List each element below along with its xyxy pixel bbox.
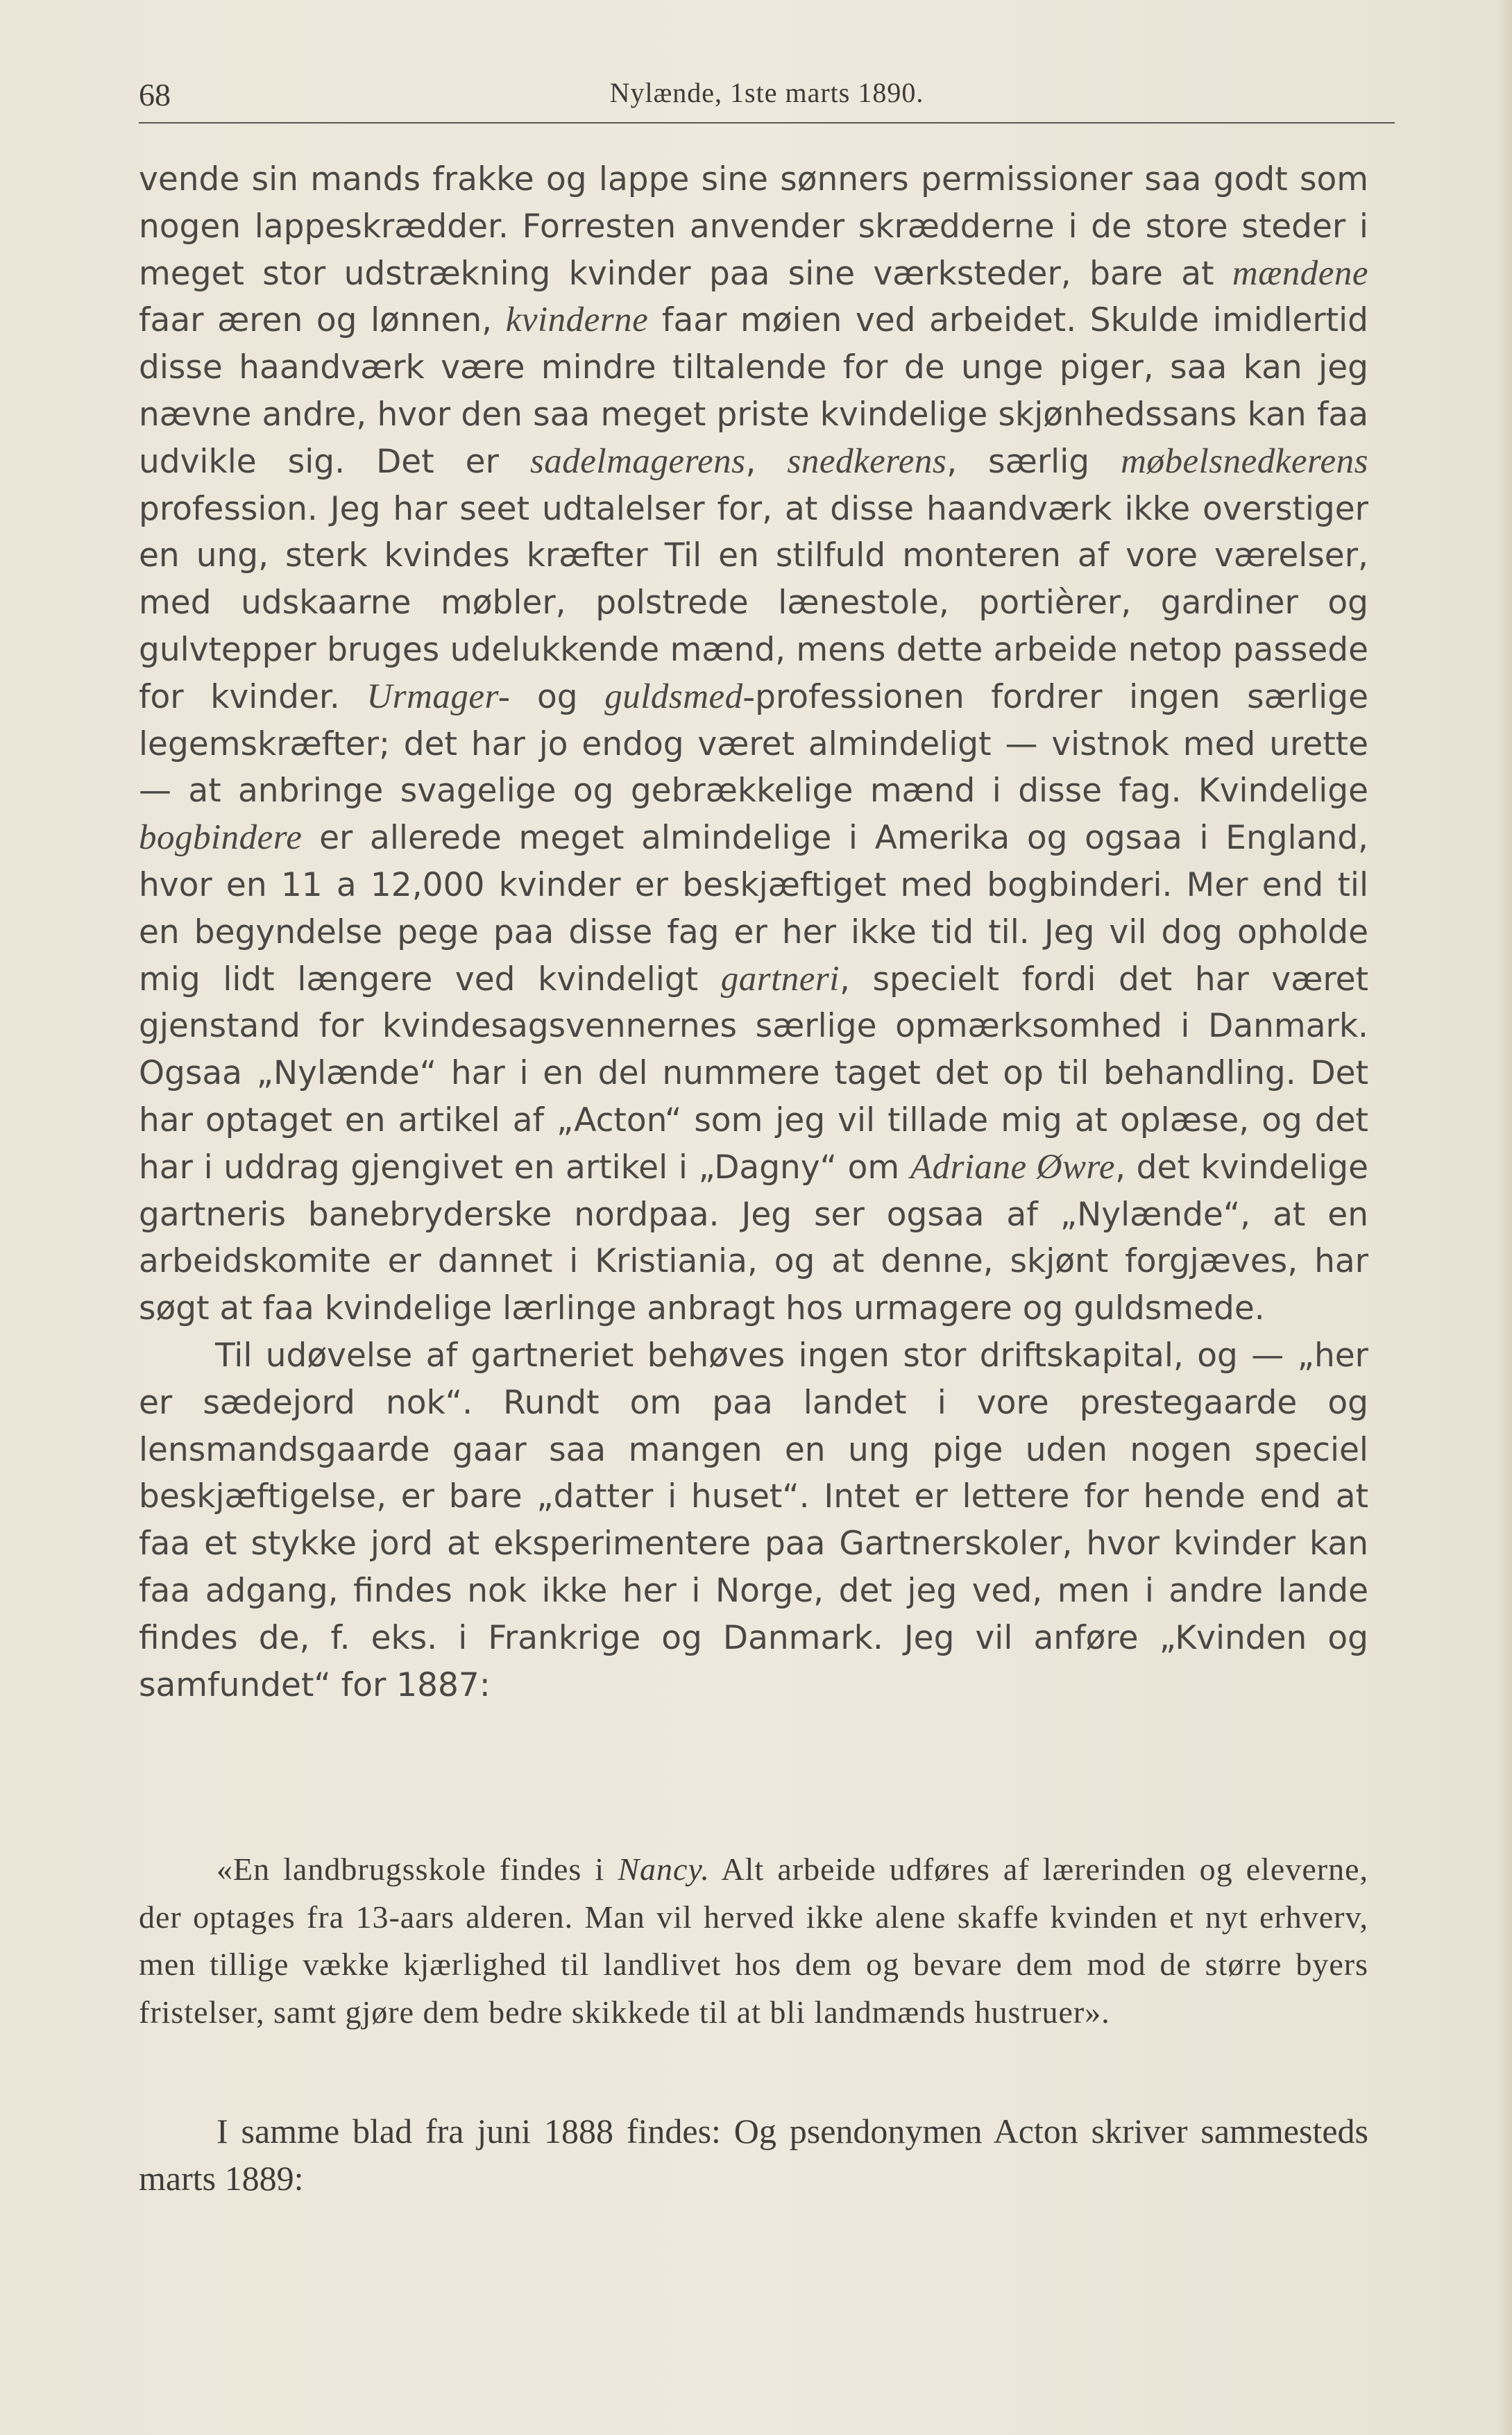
text-run: og <box>510 677 605 716</box>
text-run: , særlig <box>946 442 1121 481</box>
page-header <box>139 71 1395 126</box>
paragraph-1 <box>139 156 1368 1332</box>
emphasis-urmager: Urmager- <box>366 677 511 716</box>
page-edge <box>1500 0 1512 2435</box>
text-run: , det kvindelige gartneris banebryderske nordpaa. Jeg ser ogsaa af „Nylænde“, at en arbeidskomite er dannet i Kristiania, og at denne, skjønt forgjæves, har søgt at faa kvindelige lærlinge anbragt hos urmagere og guldsmede. <box>139 1148 1368 1328</box>
emphasis-guldsmed: guldsmed- <box>604 677 756 716</box>
text-run: «En landbrugsskole findes i <box>216 1851 618 1887</box>
text-run: vende sin mands frakke og lappe sine sønners permissioner saa godt som nogen lappeskrædder. Forresten anvender skrædderne i de store steder i meget stor udstrækning kvinder paa sine værksteder, bare at <box>139 160 1368 293</box>
text-run: profession. Jeg har seet udtalelser for, at disse haandværk ikke overstiger en ung, sterk kvindes kræfter Til en stilfuld monteren af vore værelser, med udskaarne møbler, polstrede lænestole, portièrer, gardiner og gulvtepper bruges udelukkende mænd, mens dette arbeide netop passede for kvinder. <box>139 489 1368 716</box>
text-run: faar møien ved arbeidet. Skulde imidlertid disse haandværk være mindre tiltalende for de unge piger, saa kan jeg nævne andre, hvor den saa meget priste kvindelige skjønhedssans kan faa udvikle sig. Det er <box>139 301 1368 481</box>
page-number: 68 <box>139 77 171 112</box>
emphasis-nancy: Nancy. <box>618 1851 710 1887</box>
emphasis-bogbindere: bogbindere <box>139 818 303 858</box>
emphasis-maendene: mændene <box>1232 253 1368 293</box>
emphasis-mobelsnedkerens: møbelsnedkerens <box>1121 441 1368 481</box>
main-text <box>139 156 1368 1708</box>
closing-paragraph: I samme blad fra juni 1888 findes: Og psendonymen Acton skriver sammesteds marts 1889: <box>139 2112 1368 2198</box>
block-quote <box>139 1846 1368 2036</box>
running-head: Nylænde, 1ste marts 1890. <box>609 77 924 108</box>
emphasis-kvinderne: kvinderne <box>505 300 649 340</box>
text-run: , <box>745 442 788 481</box>
emphasis-snedkerens: snedkerens <box>787 441 947 481</box>
emphasis-adriane-owre: Adriane Øwre <box>910 1147 1116 1187</box>
header-rule <box>139 122 1395 124</box>
text-run: , specielt fordi det har været gjenstand for kvindesagsvennernes særlige opmærksomhed i Danmark. Ogsaa „Nylænde“ har i en del nummere taget det op til behandling. Det har optaget en artikel af „Acton“ som jeg vil tillade mig at oplæse, og det har i uddrag gjengivet en artikel i „Dagny“ om <box>139 960 1369 1187</box>
text-run: professionen fordrer ingen særlige legemskræfter; det har jo endog været almindeligt — vistnok med urette — at anbringe svagelige og gebrækkelige mænd i disse fag. Kvindelige <box>139 677 1368 811</box>
paragraph-2: Til udøvelse af gartneriet behøves ingen stor driftskapital, og — „her er sædejord nok“. Rundt om paa landet i vore prestegaarde og lensmandsgaarde gaar saa mangen en ung pige uden nogen speciel beskjæftigelse, er bare „datter i huset“. Intet er lettere for hende end at faa et stykke jord at eksperimentere paa Gartnerskoler, hvor kvinder kan faa adgang, findes nok ikke her i Norge, det jeg ved, men i andre lande findes de, f. eks. i Frankrige og Danmark. Jeg vil anføre „Kvinden og samfundet“ for 1887: <box>139 1336 1368 1704</box>
text-run: Alt arbeide udføres af lærerinden og eleverne, der optages fra 13-aars alderen. Man vil herved ikke alene skaffe kvinden et nyt erhverv, men tillige vække kjærlighed til landlivet hos dem og bevare dem mod de større byers fristelser, samt gjøre dem bedre skikkede til at bli landmænds hustruer». <box>139 1851 1369 2030</box>
emphasis-gartneri: gartneri <box>720 959 840 999</box>
text-run: er allerede meget almindelige i Amerika og ogsaa i England, hvor en 11 a 12,000 kvinder er beskjæftiget med bogbinderi. Mer end til en begyndelse pege paa disse fag er her ikke tid til. Jeg vil dog opholde mig lidt længere ved kvindeligt <box>139 819 1368 999</box>
emphasis-sadelmagerens: sadelmagerens <box>529 441 746 481</box>
text-run: faar æren og lønnen, <box>139 301 506 340</box>
